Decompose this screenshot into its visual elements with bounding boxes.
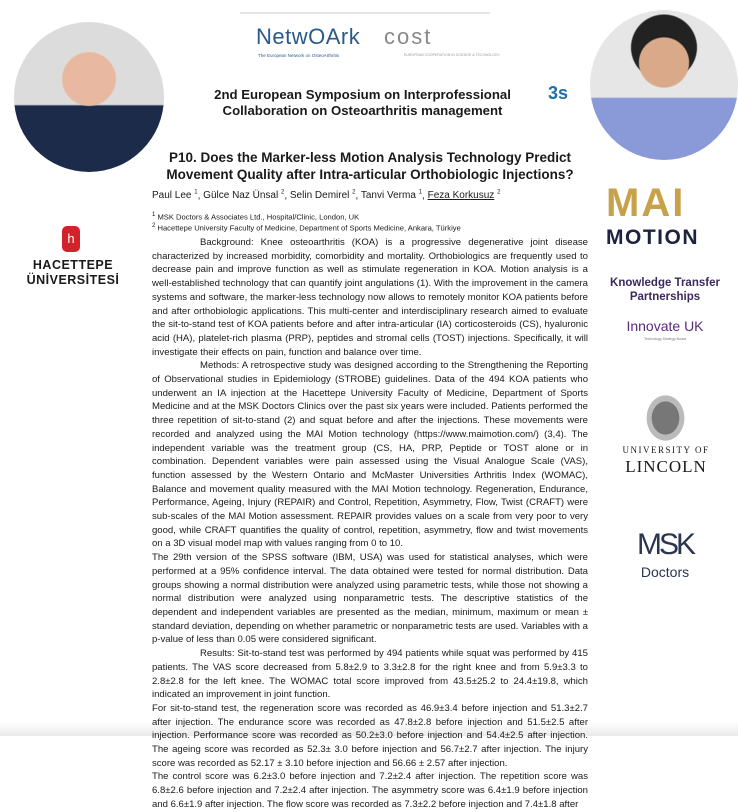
speaker-photo-right	[590, 10, 738, 160]
craft-results-paragraph: The control score was 6.2±3.0 before injection and 7.2±2.4 after injection. The repetition score was 6.8±2.6 before injection and 7.2±2.4 after injection. The asymmetry score was 6.4±1.9 before injection and 6.6±1.9 after injection. The flow score was recorded as 7.3±2.2 before injection and 7.4±1.8 after	[152, 771, 588, 810]
netwoark-logo: NetwOArk	[256, 24, 361, 49]
lincoln-line-1: UNIVERSITY OF	[622, 445, 710, 455]
motion-logo: MOTION	[606, 226, 699, 249]
repair-results-paragraph: For sit-to-stand test, the regeneration score was recorded as 46.9±3.4 before injection and 51.3±2.7 after injection. The endurance score was recorded as 47.8±2.8 before injection and 51.5±2.5 after injection. Performance score was recorded as 50.2±3.0 before injection and 54.4±2.5 after injection. The ageing score was recorded as 52.3± 3.0 before injection and 56.7±2.7 after injection. The injury score was recorded as 52.17 ± 3.10 before injection and 56.66 ± 2.57 after injection.	[152, 702, 588, 769]
author-affiliation: 1	[194, 190, 198, 196]
3s-logo: 3s	[548, 83, 569, 103]
author-name: Tanvi Verma	[360, 190, 416, 202]
author-name: Paul Lee	[152, 190, 192, 202]
speaker-photo-left	[14, 22, 164, 172]
author-name: Gülce Naz Ünsal	[203, 190, 279, 202]
background-paragraph: Background: Knee osteoarthritis (KOA) is a progressive degenerative joint disease characterized by increased morbidity, comorbidity and mortality. Orthobiologics are frequently used to decrease pain and improve function as well as stimulate regeneration in KOA. Motion analysis is a well-established technology that can quantify joint angulations (1). With the improvement in the camera systems and software, the marker-less technology now allows to remotely monitor KOA patients before and after orthobiologic applications. This multi-center and interdisciplinary research aimed to evaluate the sit-to-stand test of KOA patients before and after intra-articular (IA) corticosteroids (CS), hyaluronic acid (HA), platelet-rich plasma (PRP), peptides and stromal cells (TOST) injections. Specifically, it will investigate their effects on pain, function and balance over time.	[152, 237, 588, 358]
author-affiliation: 1	[418, 190, 423, 196]
hacettepe-line-1: HACETTEPE	[32, 258, 114, 272]
msk-logo: MSK	[636, 528, 693, 561]
author-affiliation: 2	[352, 190, 356, 196]
lincoln-crest-icon	[638, 385, 693, 445]
mai-logo: MAI	[606, 181, 686, 225]
author	[361, 190, 422, 201]
poster-title	[150, 149, 590, 183]
authors: Paul Lee $^1$, Gülce Naz Ünsal $^2$, Selin Demirel $^2$, Tanvi Verma $^1$, Feza Korkusuz $^2$	[152, 190, 501, 202]
author	[428, 190, 501, 201]
author-name: Selin Demirel	[289, 190, 350, 202]
ktp-line-1: Knowledge Transfer	[610, 277, 720, 289]
cost-logo: cost	[384, 24, 433, 49]
ktp-logo	[600, 276, 730, 304]
results-paragraph: Results: Sit-to-stand test was performed by 494 patients while squat was performed by 415 patients. The VAS score decreased from 5.8±2.9 to 3.3±2.8 for the right knee and from 5.9±3.3 to 2.8±2.8 for the left knee. The WOMAC total score improved from 43.5±25.2 to 24.4±19.8, which indicated an improvement in joint function.	[152, 648, 588, 701]
hacettepe-logo	[20, 258, 126, 288]
netwoark-tagline: The European Network on OsteoArthritis	[258, 53, 340, 58]
author	[290, 190, 356, 201]
lincoln-line-2: LINCOLN	[625, 457, 707, 476]
author-name: Feza Korkusuz	[427, 190, 495, 202]
affiliation-1: $^1$ MSK Doctors & Associates Ltd., Hospital/Clinic, London, UK	[152, 212, 360, 222]
author	[152, 190, 198, 201]
hacettepe-line-2: ÜNİVERSİTESİ	[26, 273, 120, 287]
innovate-uk-logo: Innovate UK	[626, 318, 704, 334]
msk-doctors-label: Doctors	[640, 564, 690, 580]
cost-tagline: EUROPEAN COOPERATION IN SCIENCE & TECHNOLOGY	[404, 53, 500, 57]
affiliation-2: $^2$ Hacettepe University Faculty of Medicine, Department of Sports Medicine, Ankara, Türkiye	[152, 223, 461, 233]
symposium-line-1: 2nd European Symposium on Interprofessional	[214, 87, 511, 102]
abstract-body	[152, 236, 588, 812]
author-affiliation: 2	[497, 190, 501, 196]
statistics-paragraph: The 29th version of the SPSS software (IBM, USA) was used for statistical analyses, which were performed at a 95% confidence interval. The data obtained were tested for normal distribution. Data groups showing a normal distribution were analyzed using parametric tests, while those not showing a normal distribution were analyzed using nonparametric tests. The descriptive statistics of the dependent and independent variables are presented as the median, minimum, maximum or mean ± standard deviation, depending on whether parametric or nonparametric tests are used. Variables with a p-value of less than 0.05 were considered significant.	[152, 552, 588, 646]
ktp-line-2: Partnerships	[629, 291, 701, 303]
author-affiliation: 2	[280, 190, 285, 196]
title-line-1: P10. Does the Marker-less Motion Analysis Technology Predict	[168, 150, 572, 165]
methods-paragraph: Methods: A retrospective study was designed according to the Strengthening the Reporting of Observational studies in Epidemiology (STROBE) guidelines. Data of the 494 KOA patients who underwent an IA injection at the Hacettepe University Faculty of Medicine, Department of Sports Medicine and at the MSK Doctors Clinics over the past six years were included. Patients performed the three repetition of sit-to-stand (2) and squat before and after the injections. These movements were recorded and analyzed using the MAI Motion technology (https://www.maimotion.com/) (3,4). The independent variable was the treatment group (CS, HA, PRP, Peptide or TOST alone or in combination. Dependent variables were pain assessed using the Visual Analogue Scale (VAS), function assessed by the Western Ontario and McMaster Universities Arthritis Index (WOMAC), Balance and movement quality measured with the MAI Motion technology. Regeneration, Endurance, Performance, Ageing, Injury (REPAIR) and Control, Repetition, Asymmetry, Flow, Twist (CRAFT) were sub-scales of the MAI Motion assessment. REPAIR provides values on a scale from very poor to very good, while CRAFT quantifies the quality of control, repetition, asymmetry, flow and twist movements on a 3D visual model map with values ranging from 0 to 10.	[152, 360, 588, 550]
hacettepe-emblem-icon: h	[62, 226, 80, 252]
symposium-line-2: Collaboration on Osteoarthritis management	[222, 103, 503, 118]
innovate-uk-tagline: Technology Strategy Board	[643, 337, 687, 341]
symposium-title	[185, 87, 540, 119]
divider	[240, 12, 490, 14]
author	[203, 190, 284, 201]
title-line-2: Movement Quality after Intra-articular Orthobiologic Injections?	[166, 167, 574, 182]
